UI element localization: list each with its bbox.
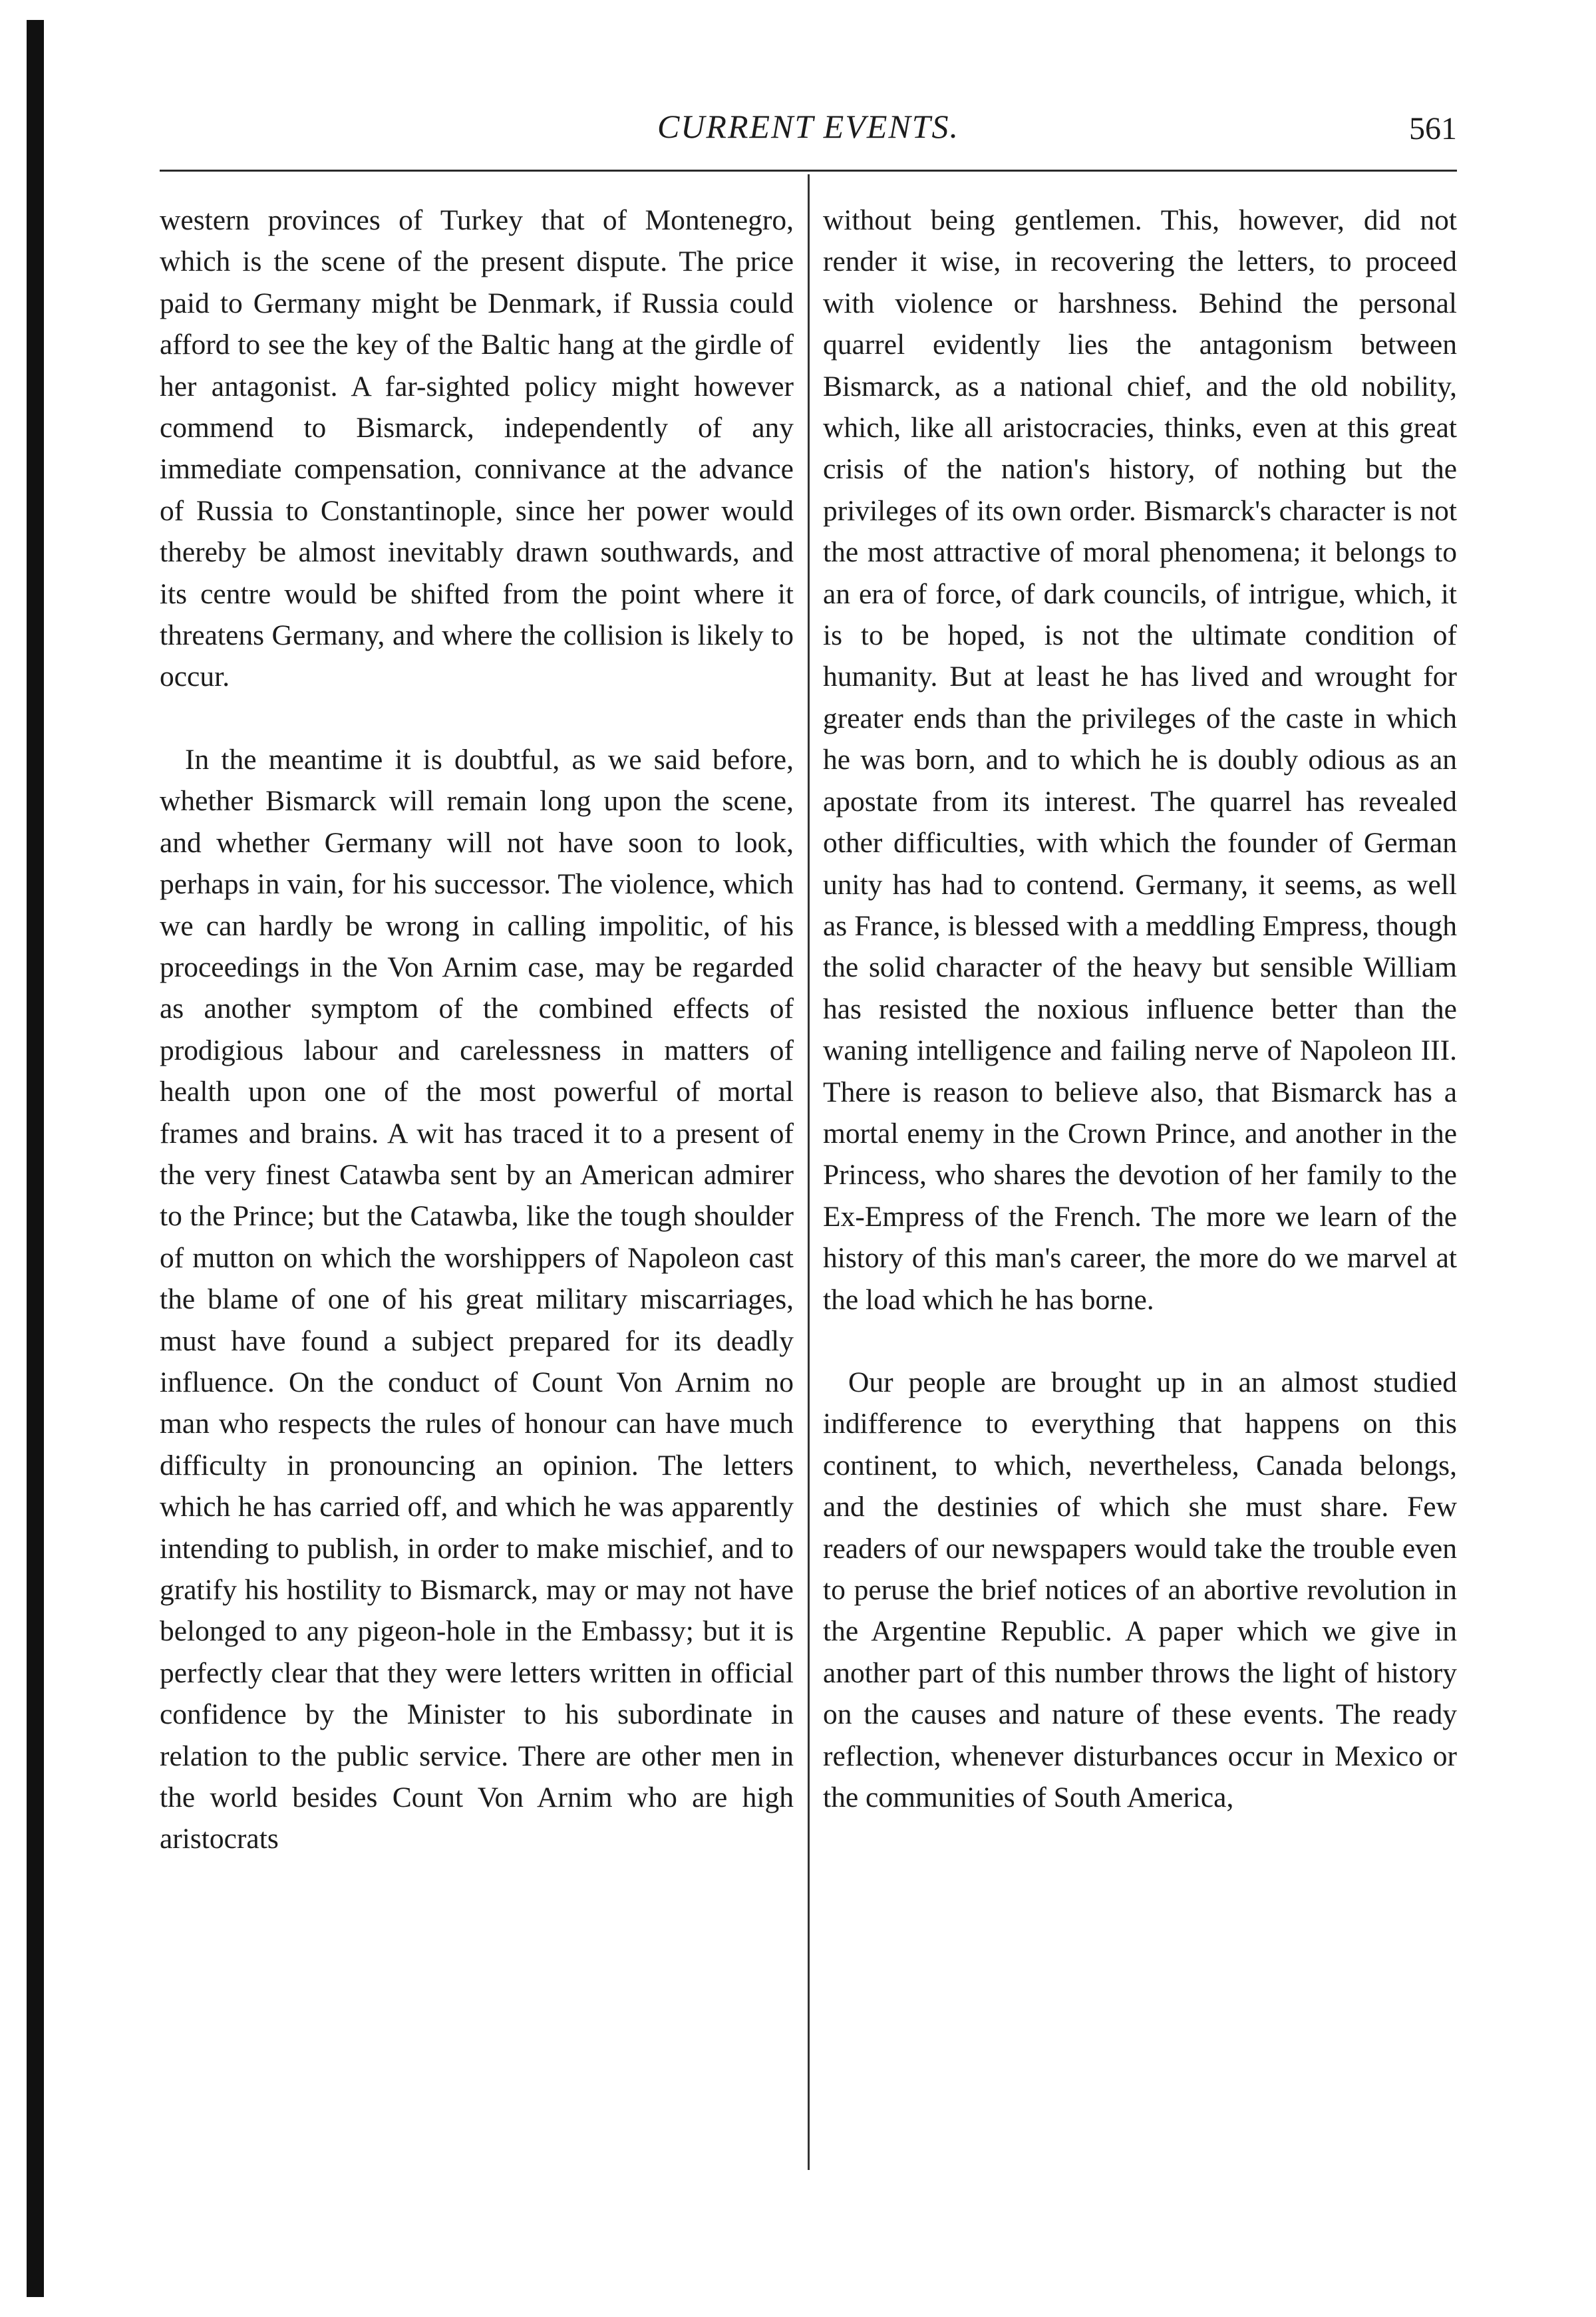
page-header xyxy=(160,100,1457,153)
right-paragraph-2: Our people are brought up in an almost studied indifference to everything that happens on this continent, to which, nevertheless, Canada belongs, and the destinies of which she must share. Few readers of our newspapers would take the trouble even to peruse the brief notices of an abortive revolution in the Argentine Republic. A paper which we give in another part of this number throws the light of history on the causes and nature of these events. The ready reflection, whenever disturbances occur in Mexico or the communities of South America, xyxy=(823,1366,1457,1814)
left-column xyxy=(160,200,794,1860)
page-number: 561 xyxy=(1409,111,1457,146)
running-title: CURRENT EVENTS. xyxy=(657,108,960,145)
right-paragraph-1: without being gentlemen. This, however, did not render it wise, in recovering the letters, to proceed with violence or harshness. Behind the personal quarrel evidently lies the antagonism between Bismarck, as a national chief, and the old nobility, which, like all aristocracies, thinks, even at this great crisis of the nation's history, of nothing but the privileges of its own order. Bismarck's character is not the most attractive of moral phenomena; it belongs to an era of force, of dark councils, of intrigue, which, it is to be hoped, is not the ultimate condition of humanity. But at least he has lived and wrought for greater ends than the privileges of the caste in which he was born, and to which he is doubly odious as an apostate from its interest. The quarrel has revealed other difficulties, with which the founder of German unity has had to contend. Germany, it seems, as well as France, is blessed with a meddling Empress, though the solid character of the heavy but sensible William has resisted the noxious influence better than the waning intelligence and failing nerve of Napoleon III. There is reason to believe also, that Bismarck has a mortal enemy in the Crown Prince, and another in the Princess, who shares the devotion of her family to the Ex-Empress of the French. The more we learn of the history of this man's career, the more do we marvel at the load which he has borne. xyxy=(823,204,1457,1316)
page-binding-edge xyxy=(27,20,44,2297)
header-rule xyxy=(160,170,1457,172)
column-divider xyxy=(808,174,810,2170)
right-column xyxy=(823,200,1457,1818)
left-paragraph-2: In the meantime it is doubtful, as we said before, whether Bismarck will remain long upon the scene, and whether Germany will not have soon to look, perhaps in vain, for his successor. The violence, which we can hardly be wrong in calling impolitic, of his proceedings in the Von Arnim case, may be regarded as another symptom of the combined effects of prodigious labour and carelessness in matters of health upon one of the most powerful of mortal frames and brains. A wit has traced it to a present of the very finest Catawba sent by an American admirer to the Prince; but the Catawba, like the tough shoulder of mutton on which the worshippers of Napoleon cast the blame of one of his great military miscarriages, must have found a subject prepared for its deadly influence. On the conduct of Count Von Arnim no man who respects the rules of honour can have much difficulty in pronouncing an opinion. The letters which he has carried off, and which he was apparently intending to publish, in order to make mischief, and to gratify his hostility to Bismarck, may or may not have belonged to any pigeon-hole in the Embassy; but it is perfectly clear that they were letters written in official confidence by the Minister to his subordinate in relation to the public service. There are other men in the world besides Count Von Arnim who are high aristocrats xyxy=(160,743,794,1855)
left-paragraph-1: western provinces of Turkey that of Montenegro, which is the scene of the present dispute. The price paid to Germany might be Denmark, if Russia could afford to see the key of the Baltic hang at the girdle of her antagonist. A far-sighted policy might however commend to Bismarck, independently of any immediate compensation, connivance at the advance of Russia to Constantinople, since her power would thereby be almost inevitably drawn southwards, and its centre would be shifted from the point where it threatens Germany, and where the collision is likely to occur. xyxy=(160,204,794,693)
